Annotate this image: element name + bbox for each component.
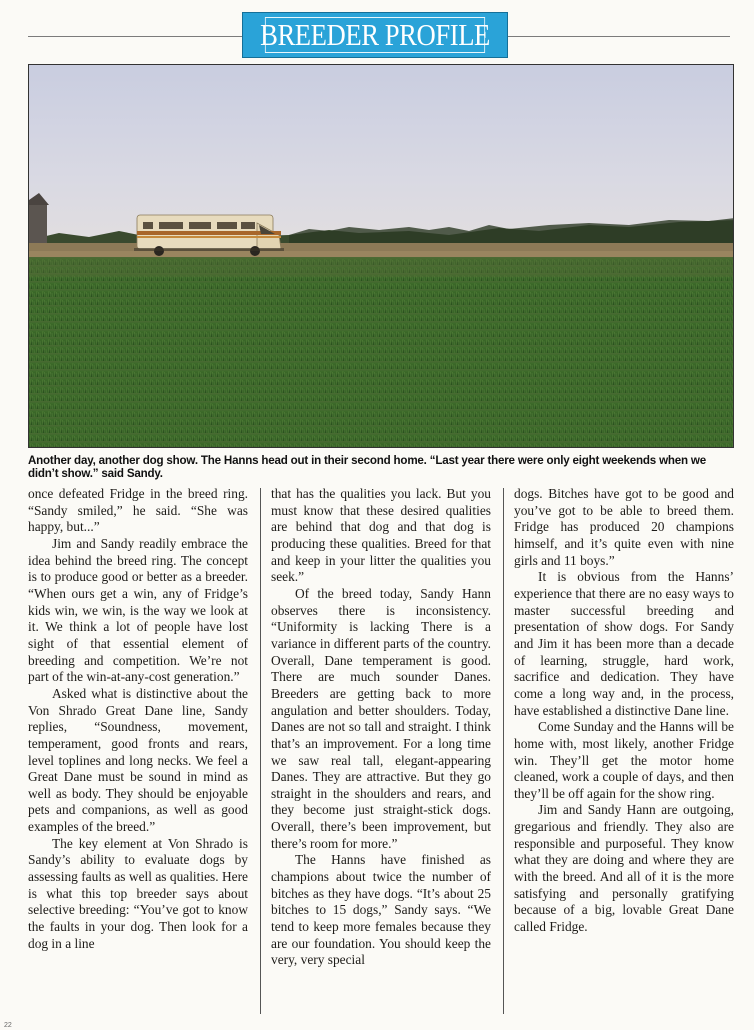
- paragraph: once defeated Fridge in the breed ring. “Sandy smiled,” he said. “She was happy, but...”: [28, 486, 248, 535]
- section-title: BREEDER PROFILE: [260, 17, 490, 52]
- paragraph: that has the qualities you lack. But you must know that these desired qualities are behind that dog and that dog is producing these qualities. Breed for that and keep in your litter the qualities you seek.”: [271, 486, 491, 585]
- paragraph: Asked what is distinctive about the Von Shrado Great Dane line, Sandy replies, “Soundness, movement, temperament, good fronts and rears, level toplines and long necks. We feel a Great Dane must be sound in mind as well as body. They should be enjoyable pets and companions, as well as good examples of the breed.”: [28, 685, 248, 835]
- photo-caption: Another day, another dog show. The Hanns head out in their second home. “Last year there were only eight weekends when we didn’t show.” said Sandy.: [28, 454, 706, 480]
- header-rule-left: [28, 36, 242, 37]
- article-column-2: [271, 486, 491, 969]
- paragraph: dogs. Bitches have got to be good and you’ve got to be able to breed them. Fridge has produced 20 champions himself, and it’s quite even with nine girls and 11 boys.”: [514, 486, 734, 568]
- paragraph: The key element at Von Shrado is Sandy’s ability to evaluate dogs by assessing faults as well as qualities. Here is what this top breeder says about selective breeding: “You’ve got to know the faults in your dog. Then look for a dog in a line: [28, 835, 248, 951]
- paragraph: Of the breed today, Sandy Hann observes there is inconsistency. “Uniformity is lacking There is a variance in different parts of the country. Overall, Dane temperament is good. There are much sounder Danes. Breeders are getting back to more angulation and better shoulders. Today, Danes are not so tall and straight. I think that’s an improvement. For a long time we saw real tall, elegant-appearing Danes. They are attractive. But they go straight in the shoulders and rears, and they become just straight-stick dogs. Overall, there’s been improvement, but there’s room for more.”: [271, 585, 491, 851]
- article-column-3: [514, 486, 734, 936]
- section-banner: [242, 12, 508, 58]
- motorhome-field-photo: [28, 64, 734, 448]
- paragraph: Come Sunday and the Hanns will be home with, most likely, another Fridge win. They’ll get the motor home cleaned, work a couple of days, and then they’ll be off again for the show ring.: [514, 719, 734, 801]
- article-column-1: [28, 486, 248, 952]
- paragraph: The Hanns have finished as champions about twice the number of bitches as they have dogs. “It’s about 25 bitches to 15 dogs,” Sandy says. “We tend to keep more females because they are our foundation. You should keep the very, very special: [271, 852, 491, 968]
- column-divider-1: [260, 488, 261, 1014]
- header-rule-right: [508, 36, 730, 37]
- paragraph: It is obvious from the Hanns’ experience that there are no easy ways to master successful breeding and presentation of show dogs. For Sandy and Jim it has been more than a decade of learning, struggle, hard work, sacrifice and dedication. They have come a long way and, in the process, have established a distinctive Dane line.: [514, 569, 734, 718]
- column-divider-2: [503, 488, 504, 1014]
- paragraph: Jim and Sandy readily embrace the idea behind the breed ring. The concept is to produce good or better as a breeder. “When ours get a win, any of Fridge’s kids win, we win, is the way we look at it. We think a lot of people have lost sight of that essential element of breeding and competition. We’re not part of the win-at-any-cost generation.”: [28, 535, 248, 685]
- paragraph: Jim and Sandy Hann are outgoing, gregarious and friendly. They also are responsible and purposeful. They know what they are doing and where they are with the breed. And all of it is the more satisfying and personally gratifying because of a big, lovable Great Dane called Fridge.: [514, 802, 734, 935]
- page-number: 22: [4, 1022, 12, 1029]
